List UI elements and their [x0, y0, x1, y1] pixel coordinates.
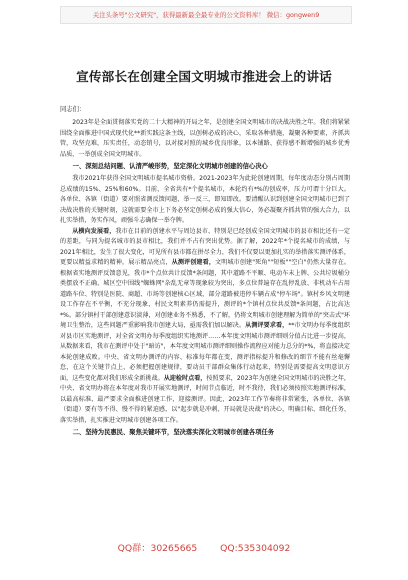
section-heading-1: 一、深刻总结问题、认清严峻形势，坚定深化文明城市创建的信心决心	[72, 163, 268, 170]
paragraph-2b-text: 文明城市创建"死角""短板""空白"仍然大量存在。根据省实地测评反馈意见，我市*个点位共计反馈*条问题，其中道路不平顺、电动车未上牌、公共垃圾桶分类摆放不正确、城区空中围线"蜘蛛网"杂乱无章等现象较为突出，多点位普遍存在乱停乱放、非机动车占用道路车位、特别是医院、商超、市场等创建核心区域，部分道路被违停车辆占成"停车场"。镇村乡风文明建设工作存在不平衡，不充分现象，村民文明素养仍需提升，测评的*个镇村点位共反馈*条问题，占比高达*%。部分镇村干部创建意识淡薄，对创建业务不熟悉，不了解，仍将文明城市创建理解为简单的"突击式"环境卫生整治，这些问题严重影响我市创建大局，亟需我们加以解决。	[60, 259, 350, 329]
paragraph-2-bold: 从测评创建看，	[171, 259, 216, 266]
footer-contact	[0, 540, 408, 554]
section-heading-2: 二、坚持为民惠民、聚焦关键环节，坚决落实深化文明城市创建各项任务	[72, 429, 275, 436]
promo-banner-text: 关注头条号"公文研究"，获得最新最全最专业的公文资料库！ 微信：gongwen9	[92, 11, 320, 19]
paragraph-2-bold2: 从测评要求看，	[245, 322, 289, 329]
paragraph-1: 我市2021年获得全国文明城市提名城市资格。2021-2023年为此轮创建周期，每年度动态分别占周期总成绩的15%、25%和60%。目前，全省共有*个提名城市，本轮约有*%的创成率，压力可谓十分巨大。各单位、各镇（街道）要对照省测反馈问题，举一反三，即知即改。要清醒认识到创建全国文明城市已到了决战决胜的关键时刻，这就需要全市上下务必坚定创树必成的强大信心，务必凝聚齐抓共管的强大合力，以扎实举措，务实作风，顽强斗志确保一举夺牌。	[60, 175, 350, 224]
paragraph-2	[60, 227, 350, 427]
footer-qq-group: QQ群：30265665	[117, 543, 198, 554]
paragraph-2-text: 我市在目前的创建水平与周边县市、特别是已经创成全国文明城市的县市相比还有一定的差距，与同为提名城市的县市相比，我们并不占有突出优势。据了解，2022年*个提名城市的成绩，与2021年相比，发生了很大变化，可见所有县市都在拼尽全力，我们不仅要以更加扎实的举措落实测评体系，更要以精益求精的精神，展示精品亮点，	[60, 227, 350, 266]
greeting: 同志们：	[60, 106, 86, 113]
footer-qq: QQ:535304092	[220, 543, 291, 554]
paragraph-3-lead: 从迎检时点看，	[163, 374, 207, 382]
document-body	[60, 118, 350, 518]
promo-banner	[60, 6, 352, 24]
paragraph-2c-text: **市文明办每季度组织对县市区实地测评，对全省文明办每季度组织实地测评……本年度文明城市测评细则分值占比进一步提高，从数据来看，我市在测评中处于"暗访"，本年度文明城市测评细则操作流程应对能力总分的*%，将直接决定本轮创建成败。中央、省文明办测评的内容、标准每年都在变，测评指标提升和修改的细节不能有丝毫懈怠，在这个关键节点上，必须把握创建规律，要动员干部群众集体行动起来，特别是需要提高文明意识方面，这些变化都对我们形成全新挑战。	[60, 322, 350, 382]
paragraph-2-lead: 从横向发展看，	[72, 227, 116, 235]
intro-paragraph: 2023年是全面贯彻落实党的二十大精神的开局之年，是创建全国文明城市的决战决胜之年。我们将紧紧围绕全面推进中国式现代化**新实践这条主线，以创树必成的决心，采取各种措施，凝聚各种要素，齐抓共管，攻坚克难，压实责任，动态销号，以对接对照的城乡优良形象，以本铺路、获得感不断增强的城乡优秀品质，一举创成全国文明城市。	[60, 119, 350, 158]
paragraph-3-text: 按照要求，2023年为创建全国文明城市的决胜之年，中央、省文明办将在本年度对我市开展实地测评，时间节点临近，时不我待，我们必须按照实地测评标准，以最高标准、最严要求全面推进创建工作，迎接测评。因此，2023年工作节奏将非常紧张，各单位、各镇（街道）要有等不得、慢不得的紧迫感，以"起步就是冲刺、开局就是决战"的决心，明确目标、细化任务、落实举措，扎实推进文明城市创建各项工作。	[60, 374, 350, 424]
page-title: 宣传部长在创建全国文明城市推进会上的讲话	[76, 69, 332, 84]
